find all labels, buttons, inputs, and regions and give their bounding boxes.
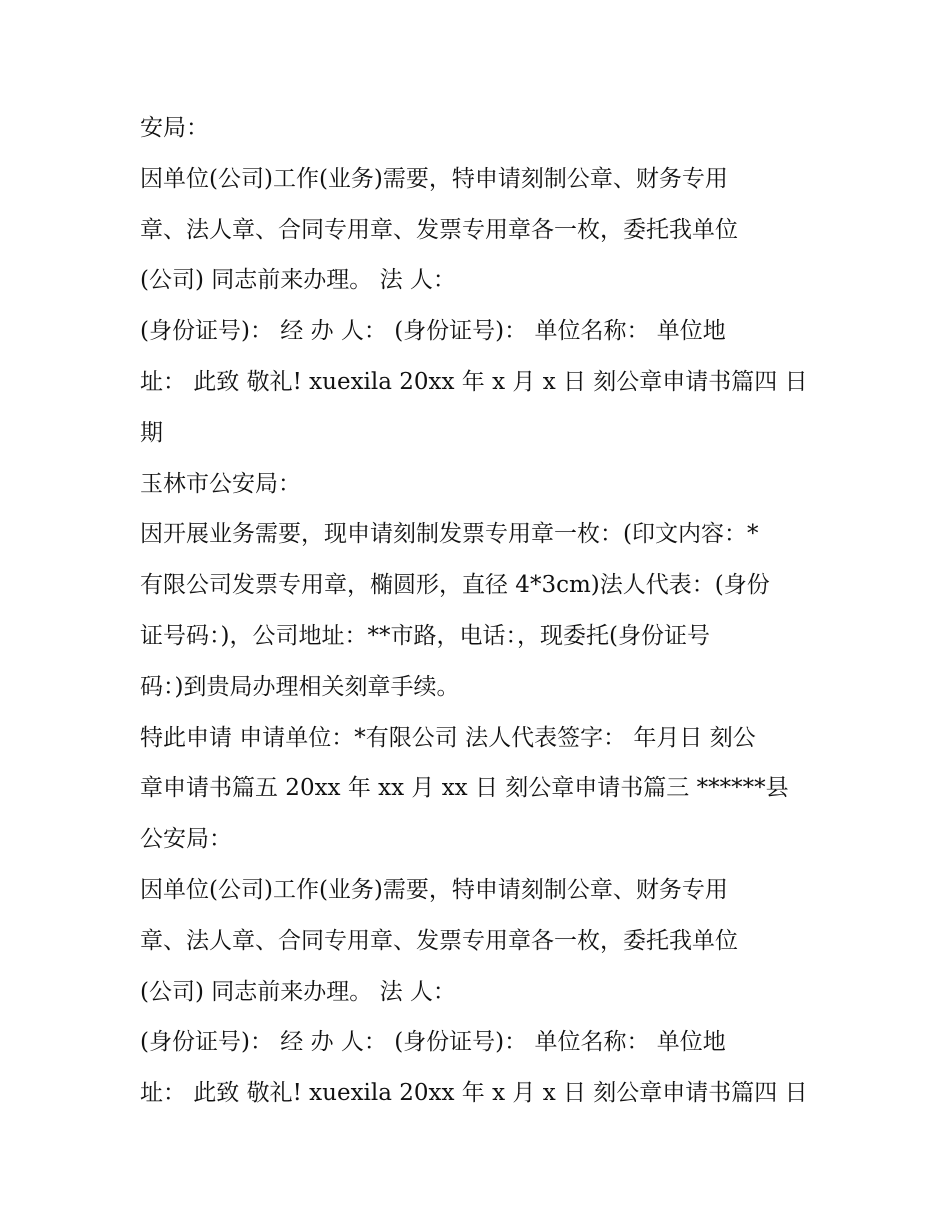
document-body: [140, 103, 820, 1119]
text-line: 因开展业务需要，现申请刻制发票专用章一枚：(印文内容：*: [140, 521, 759, 548]
text-line: 址： 此致 敬礼! xuexila 20xx 年 x 月 x 日 刻公章申请书篇四 日: [140, 368, 808, 395]
text-line: 公安局：: [140, 826, 232, 853]
text-line: 章、法人章、合同专用章、发票专用章各一枚，委托我单位: [140, 216, 738, 243]
text-line: 证号码：)，公司地址：**市路，电话：，现委托(身份证号: [140, 622, 710, 649]
text-line: 章、法人章、合同专用章、发票专用章各一枚，委托我单位: [140, 927, 738, 954]
text-line: (公司) 同志前来办理。 法 人：: [140, 267, 456, 294]
text-line: 因单位(公司)工作(业务)需要，特申请刻制公章、财务专用: [140, 876, 728, 903]
text-line: (身份证号)： 经 办 人： (身份证号)： 单位名称： 单位地: [140, 318, 726, 345]
text-line: 有限公司发票专用章，椭圆形，直径 4*3cm)法人代表：(身份: [140, 572, 770, 599]
text-line: (身份证号)： 经 办 人： (身份证号)： 单位名称： 单位地: [140, 1029, 726, 1056]
text-line: 章申请书篇五 20xx 年 xx 月 xx 日 刻公章申请书篇三 ******县: [140, 775, 789, 802]
text-line: 玉林市公安局：: [140, 470, 301, 497]
text-line: 码：)到贵局办理相关刻章手续。: [140, 673, 460, 700]
text-line: (公司) 同志前来办理。 法 人：: [140, 978, 456, 1005]
text-line: 址： 此致 敬礼! xuexila 20xx 年 x 月 x 日 刻公章申请书篇四 日: [140, 1080, 808, 1107]
text-line: 安局：: [140, 115, 209, 141]
text-line: 期: [140, 419, 163, 446]
text-line: 特此申请 申请单位：*有限公司 法人代表签字： 年月日 刻公: [140, 724, 756, 751]
text-line: 因单位(公司)工作(业务)需要，特申请刻制公章、财务专用: [140, 165, 728, 192]
